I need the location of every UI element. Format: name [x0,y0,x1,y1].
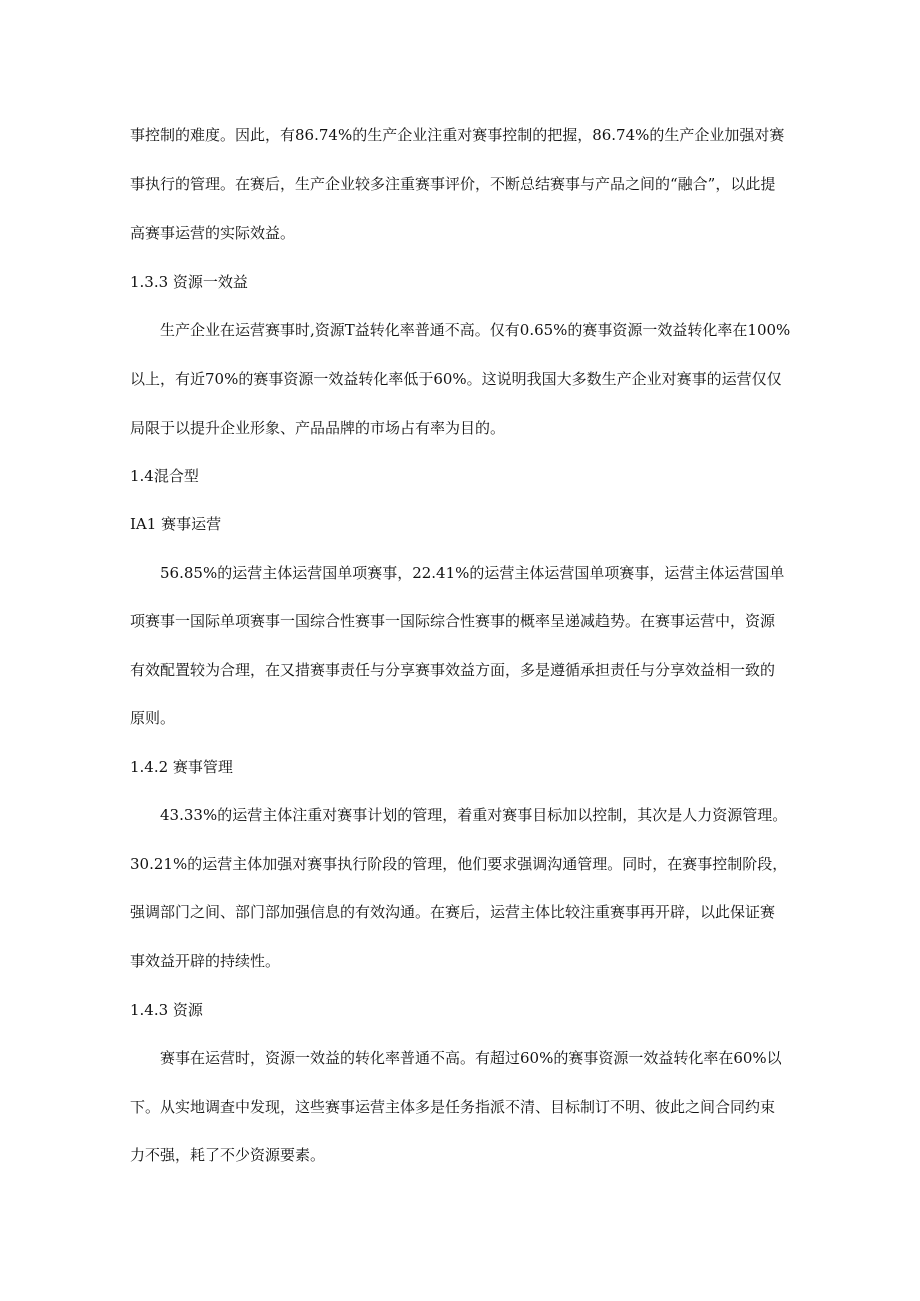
paragraph-4-line-2: 30.21%的运营主体加强对赛事执行阶段的管理，他们要求强调沟通管理。同时，在赛事控制阶段， [130,855,788,873]
paragraph-2-line-2: 以上，有近70%的赛事资源一效益转化率低于60%。这说明我国大多数生产企业对赛事的运营仅仅 [130,370,782,388]
paragraph-3-line-1: 56.85%的运营主体运营国单项赛事，22.41%的运营主体运营国单项赛事，运营主体运营国单 [160,564,785,582]
paragraph-2-line-1: 生产企业在运营赛事时,资源T益转化率普通不高。仅有0.65%的赛事资源一效益转化率在100% [160,321,791,339]
paragraph-1-line-1: 事控制的难度。因此，有86.74%的生产企业注重对赛事控制的把握，86.74%的生产企业加强对赛 [130,126,785,144]
paragraph-5-line-1: 赛事在运营时，资源一效益的转化率普通不高。有超过60%的赛事资源一效益转化率在60%以 [160,1049,782,1067]
section-heading-1-3-3: 1.3.3 资源一效益 [130,273,248,291]
paragraph-3-line-4: 原则。 [130,709,176,727]
paragraph-4-line-1: 43.33%的运营主体注重对赛事计划的管理，着重对赛事目标加以控制，其次是人力资源管理。 [160,806,788,824]
section-heading-1-4: 1.4混合型 [130,467,199,485]
paragraph-5-line-3: 力不强，耗了不少资源要素。 [130,1146,326,1164]
paragraph-5-line-2: 下。从实地调查中发现，这些赛事运营主体多是任务指派不清、目标制订不明、彼此之间合同约束 [130,1098,776,1116]
paragraph-4-line-4: 事效益开辟的持续性。 [130,952,281,970]
paragraph-3-line-3: 有效配置较为合理，在又措赛事责任与分享赛事效益方面，多是遵循承担责任与分享效益相一致的 [130,661,776,679]
section-heading-1-4-3: 1.4.3 资源 [130,1001,203,1019]
paragraph-1-line-2: 事执行的管理。在赛后，生产企业较多注重赛事评价，不断总结赛事与产品之间的“融合”，以此提 [130,175,776,193]
paragraph-4-line-3: 强调部门之间、部门部加强信息的有效沟通。在赛后，运营主体比较注重赛事再开辟，以此保证赛 [130,903,776,921]
section-heading-ia1: IA1 赛事运营 [130,515,222,533]
paragraph-1-line-3: 高赛事运营的实际效益。 [130,224,296,242]
paragraph-3-line-2: 项赛事一国际单项赛事一国综合性赛事一国际综合性赛事的概率呈递减趋势。在赛事运营中，资源 [130,612,776,630]
paragraph-2-line-3: 局限于以提升企业形象、产品品牌的市场占有率为目的。 [130,419,506,437]
section-heading-1-4-2: 1.4.2 赛事管理 [130,758,233,776]
